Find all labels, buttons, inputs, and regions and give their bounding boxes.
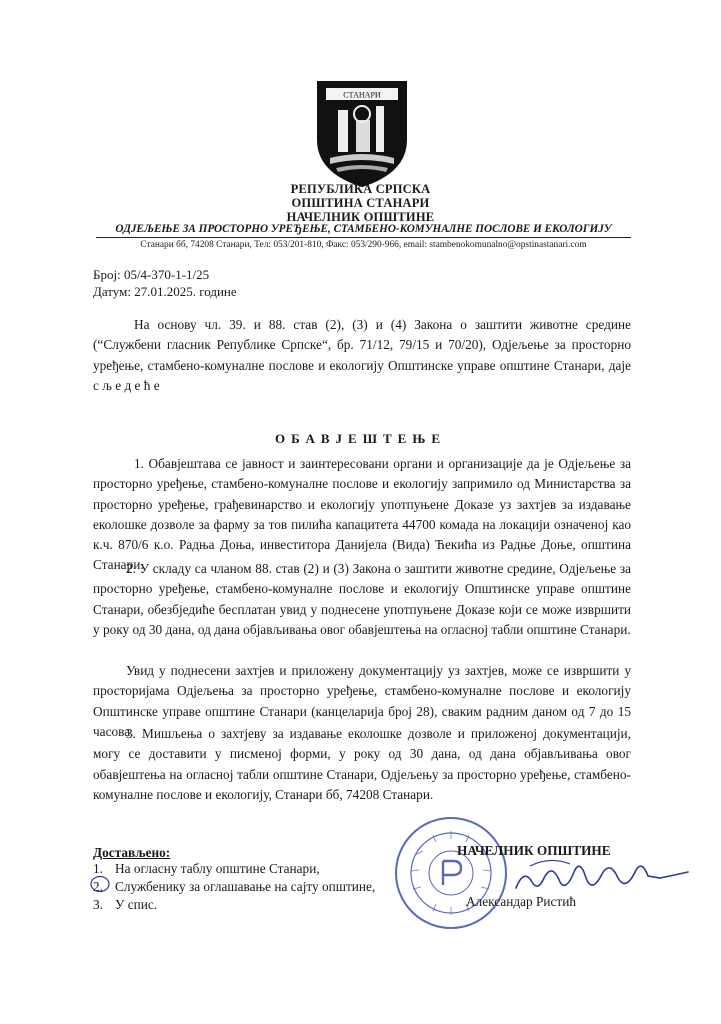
header-municipality: ОПШТИНА СТАНАРИ — [291, 196, 430, 210]
paragraph-2b: Увид у поднесени захтјев и приложену документацију уз захтјев, може се извршити у просторијама Одјељења за просторно уређење, стамбено-комуналне послове и екологију Општинске управе општине Станари (канцеларија број 28), сваким радним даном од 7 до 15 часова. — [93, 663, 631, 739]
signature-title: НАЧЕЛНИК ОПШТИНЕ — [457, 843, 611, 858]
handwritten-circle-mark — [90, 875, 112, 893]
municipality-crest-logo — [316, 80, 408, 188]
document-number: Број: 05/4-370-1-1/25 — [93, 267, 210, 282]
header-republic: РЕПУБЛИКА СРПСКА — [290, 182, 431, 196]
list-item: 1. На огласну таблу општине Станари, — [93, 861, 320, 876]
document-date: Датум: 27.01.2025. године — [93, 284, 237, 299]
paragraph-2: 2. У складу са чланом 88. став (2) и (3) Закона о заштити животне средине, Одјељење за просторно уређење, стамбено-комуналне послове и екологију Општинске управе општине Станари, обезбједиће бесплатан увид у поднесене употпуњене Доказе који се може извршити у року од 30 дана, од дана објављивања овог обавјештења на огласној табли општине Станари. — [93, 561, 631, 637]
list-item: 3. У спис. — [93, 897, 158, 912]
document-title: ОБАВЈЕШТЕЊЕ — [274, 431, 447, 446]
header-department: ОДЈЕЉЕЊЕ ЗА ПРОСТОРНО УРЕЂЕЊЕ, СТАМБЕНО-КОМУНАЛНЕ ПОСЛОВЕ И ЕКОЛОГИЈУ — [115, 223, 612, 235]
paragraph-3: 3. Мишљења о захтјеву за издавање еколошке дозволе и приложеној документацији, могу се доставити у писменој форми, у року од 30 дана, од дана објављивања овог обавјештења на огласној табли општине Станари, Одјељењу за просторно уређење, стамбено-комуналне послове и екологију, Станари бб, 74208 Станари. — [93, 726, 631, 802]
paragraph-1: 1. Обавјештава се јавност и заинтересовани органи и организације да је Одјељење за просторно уређење, стамбено-комуналне послове и екологију запримило од Министарства за просторно уређење, грађевинарство и екологију употпуњене Доказе уз захтјев за издавање еколошке дозволе за фарму за тов пилића капацитета 44700 комада на локацији означеној као к.ч. 870/6 к.о. Радња Доња, инвеститора Данијела (Вида) Ћекића из Радње Доње, општина Станари. — [93, 456, 631, 573]
signatory-name: Александар Ристић — [466, 894, 576, 909]
crest-banner-text: СТАНАРИ — [343, 90, 381, 100]
list-item: 2. Службенику за оглашавање на сајту општине, — [93, 879, 376, 894]
delivered-heading: Достављено: — [93, 845, 171, 860]
official-stamp — [393, 815, 509, 931]
header-divider — [96, 237, 631, 238]
intro-paragraph: На основу чл. 39. и 88. став (2), (3) и (4) Закона о заштити животне средине (“Службени гласник Републике Српске“, бр. 71/12, 79/15 и 70/20), Одјељење за просторно уређење, стамбено-комуналне послове и екологију Општинске управе општине Станари, даје с љ е д е ћ е — [93, 317, 631, 393]
header-office: НАЧЕЛНИК ОПШТИНЕ — [286, 210, 435, 224]
delivered-list — [93, 860, 375, 914]
header-address: Станари бб, 74208 Станари, Тел: 053/201-810, Факс: 053/290-966, email: stambenokomunalno@opstinastanari.com — [140, 240, 587, 250]
